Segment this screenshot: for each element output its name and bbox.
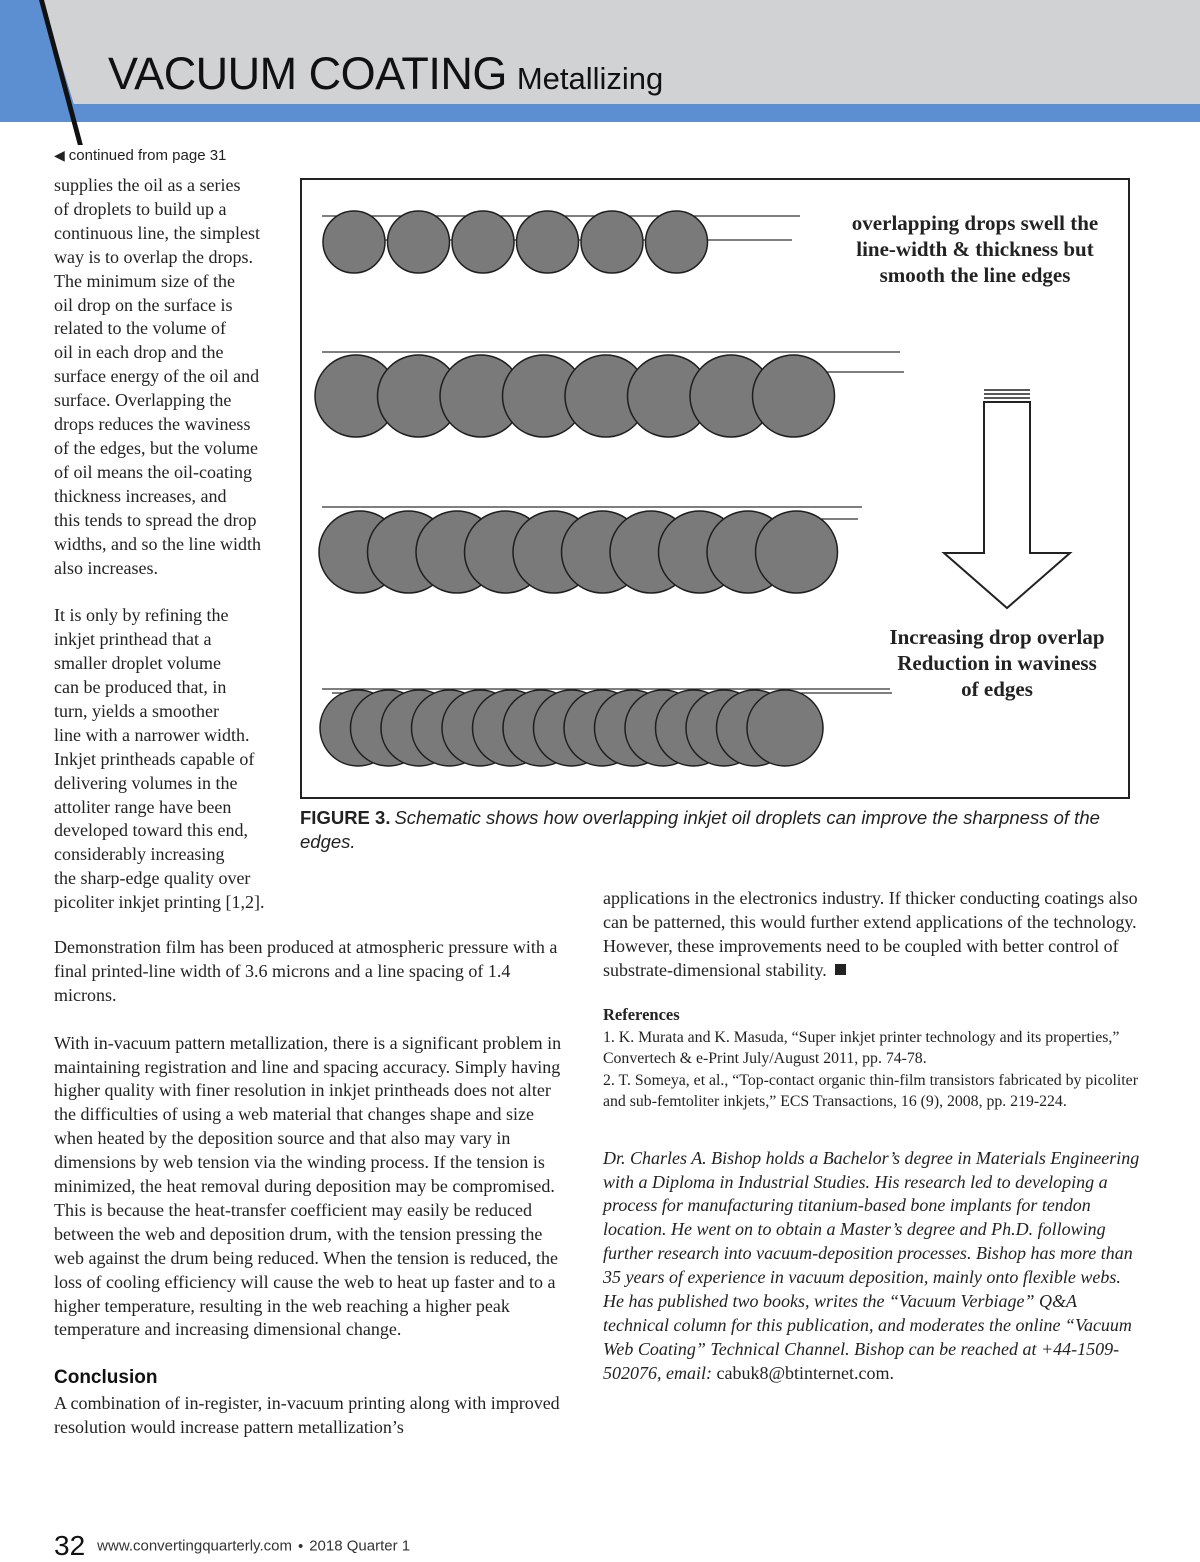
section-title-main: VACUUM COATING bbox=[108, 48, 507, 99]
oil-droplet bbox=[747, 690, 823, 766]
paragraph: With in-vacuum pattern metallization, there is a significant problem in maintaining registration and line and spacing accuracy. Simply having higher quality with finer resolution in inkjet printheads does not alter the difficulties of using a web material that changes shape and size when heated by the deposition source and that also may vary in dimensions by web tension via the winding process. If the tension is minimized, the heat removal during deposition may be compromised. This is because the heat-transfer coefficient may easily be reduced between the web and deposition drum, with the tension pressing the web against the drum being reduced. When the tension is reduced, the loss of cooling efficiency will cause the web to heat up faster and to a higher temperature, resulting in the web reaching a higher peak temperature and increasing dimensional change. bbox=[54, 1032, 562, 1340]
bottom-label-line: Increasing drop overlap bbox=[889, 625, 1105, 649]
down-arrow-icon bbox=[944, 390, 1070, 608]
left-triangle-icon: ◀ bbox=[54, 147, 65, 163]
reference-item: 2. T. Someya, et al., “Top-contact organic thin-film transistors fabricated by picoliter and sub-femtoliter inkjets,” ECS Transactions, 16 (9), 2008, pp. 219-224. bbox=[603, 1071, 1138, 1111]
paragraph: It is only by refining the inkjet printhead that a smaller droplet volume can be produced that, in turn, yields a smoother line with a narrower width. Inkjet printheads capable of delivering volumes in the attoliter range have been developed toward this end, considerably increasing the sharp-edge quality over picoliter inkjet printing [1,2]. bbox=[54, 605, 265, 913]
oil-droplet bbox=[517, 211, 579, 273]
footer-website[interactable]: www.convertingquarterly.com bbox=[97, 1537, 292, 1555]
references bbox=[603, 1005, 1143, 1113]
figure-3 bbox=[300, 178, 1130, 799]
author-bio bbox=[603, 1147, 1143, 1386]
oil-droplet bbox=[753, 355, 835, 437]
top-label-line: smooth the line edges bbox=[879, 263, 1071, 287]
bottom-label-line: Reduction in waviness bbox=[897, 651, 1097, 675]
conclusion-heading: Conclusion bbox=[54, 1367, 158, 1389]
top-label-line: line-width & thickness but bbox=[856, 237, 1094, 261]
right-column bbox=[603, 887, 1143, 1386]
paragraph: Demonstration film has been produced at atmospheric pressure with a final printed-line width of 3.6 microns and a line spacing of 1.4 microns. bbox=[54, 937, 558, 1005]
end-of-article-icon bbox=[835, 964, 846, 975]
oil-droplet bbox=[388, 211, 450, 273]
page-footer bbox=[54, 1530, 410, 1562]
figure-label: FIGURE 3. bbox=[300, 807, 391, 828]
oil-droplet bbox=[581, 211, 643, 273]
top-label-line: overlapping drops swell the bbox=[851, 211, 1099, 235]
oil-droplet bbox=[646, 211, 708, 273]
left-column bbox=[54, 936, 574, 1464]
page-number: 32 bbox=[54, 1530, 86, 1561]
paragraph bbox=[603, 887, 1143, 983]
narrow-column bbox=[54, 174, 294, 939]
paragraph: supplies the oil as a series of droplets to build up a continuous line, the simplest way is to overlap the drops. The minimum size of the oil drop on the surface is related to the volume of oil in each drop and the surface energy of the oil and surface. Overlapping the drops reduces the waviness of the edges, but the volume of oil means the oil-coating thickness increases, and this tends to spread the drop widths, and so the line width also increases. bbox=[54, 175, 261, 578]
oil-droplet bbox=[756, 511, 838, 593]
section-title bbox=[108, 48, 663, 100]
paragraph: A combination of in-register, in-vacuum printing along with improved resolution would increase pattern metallization’s bbox=[54, 1393, 560, 1438]
header-strip bbox=[0, 104, 1200, 122]
figure-caption bbox=[300, 806, 1130, 853]
oil-droplet bbox=[452, 211, 514, 273]
continued-text: continued from page 31 bbox=[68, 147, 227, 164]
author-email[interactable]: cabuk8@btinternet.com. bbox=[716, 1362, 895, 1383]
references-heading: References bbox=[603, 1004, 680, 1024]
paragraph-text: applications in the electronics industry. If thicker conducting coatings also can be patterned, this would further extend applications of the technology. However, these improvements need to be coupled with better control of substrate-dimensional stability. bbox=[603, 888, 1138, 980]
author-bio-text: Dr. Charles A. Bishop holds a Bachelor’s degree in Materials Engineering with a Diploma in Industrial Studies. His research led to developing a process for manufacturing titanium-based bone implants for tendon location. He went on to obtain a Master’s degree and Ph.D. following further research into vacuum-deposition processes. Bishop has more than 35 years of experience in vacuum deposition, mainly onto flexible webs. He has published two books, writes the “Vacuum Verbiage” Q&A technical column for this publication, and moderates the online “Vacuum Web Coating” Technical Channel. Bishop can be reached at +44-1509-502076, email: bbox=[603, 1147, 1140, 1383]
section-title-sub: Metallizing bbox=[516, 61, 664, 96]
footer-separator: • bbox=[297, 1537, 304, 1555]
footer-issue: 2018 Quarter 1 bbox=[309, 1537, 411, 1555]
oil-droplet bbox=[323, 211, 385, 273]
drop-overlap-diagram bbox=[302, 180, 1128, 797]
figure-caption-text: Schematic shows how overlapping inkjet oil droplets can improve the sharpness of the edges. bbox=[300, 807, 1100, 852]
continued-note bbox=[54, 147, 226, 164]
bottom-label-line: of edges bbox=[961, 677, 1033, 701]
reference-item: 1. K. Murata and K. Masuda, “Super inkjet printer technology and its properties,” Convertech & e-Print July/August 2011, pp. 74-78. bbox=[603, 1028, 1120, 1068]
